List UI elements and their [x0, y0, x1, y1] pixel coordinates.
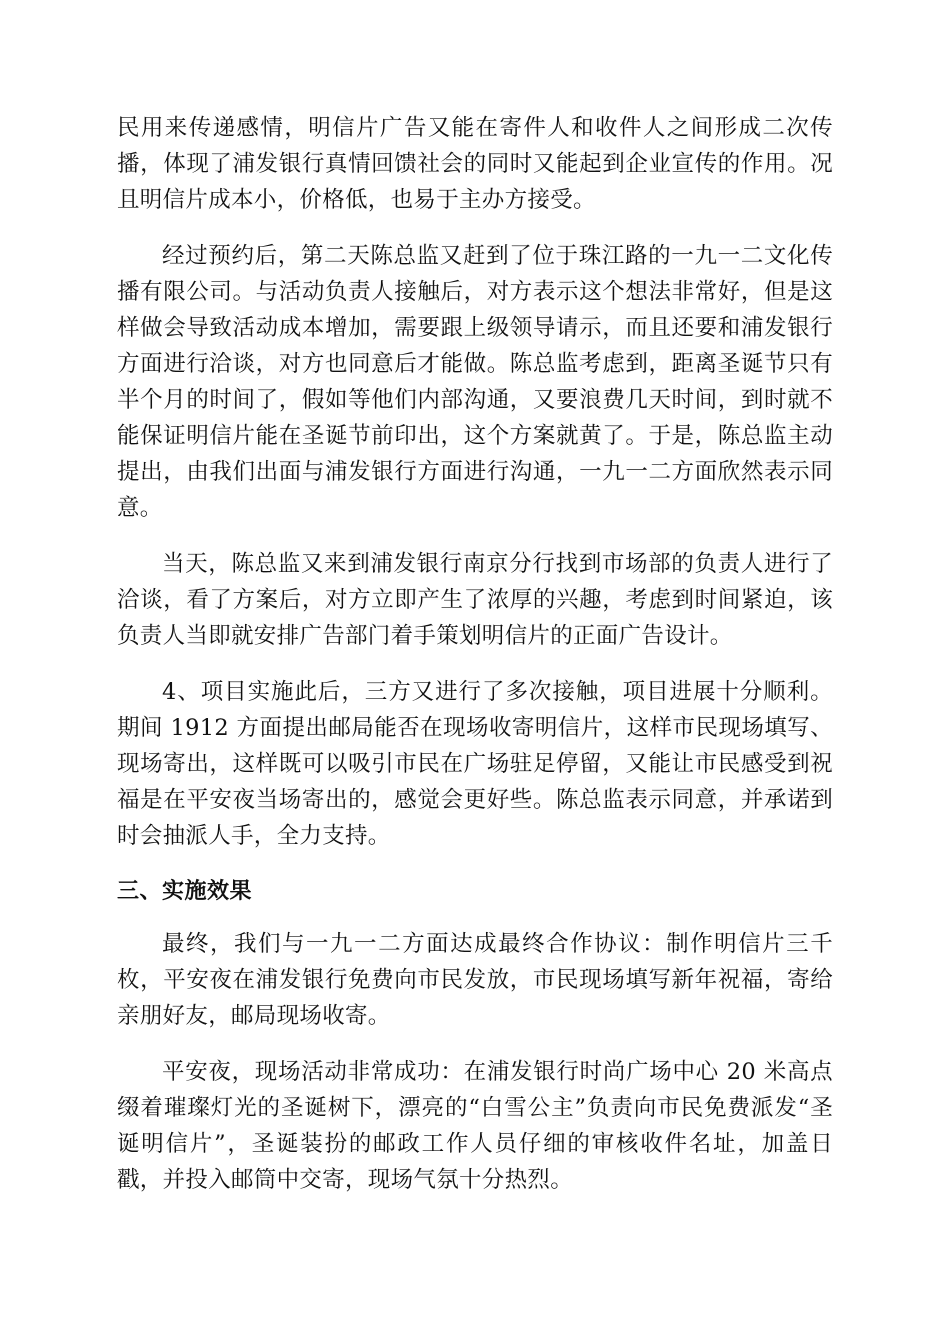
paragraph-implementation: 4、项目实施此后，三方又进行了多次接触，项目进展十分顺利。期间 1912 方面提出邮局能否在现场收寄明信片，这样市民现场填写、现场寄出，这样既可以吸引市民在广场驻足停留，又能让市民感受到祝福是在平安夜当场寄出的，感觉会更好些。陈总监表示同意，并承诺到时会抽派人手，全力支持。 [117, 679, 833, 849]
paragraph-christmas-eve: 平安夜，现场活动非常成功：在浦发银行时尚广场中心 20 米高点缀着璀璨灯光的圣诞树下，漂亮的“白雪公主”负责向市民免费派发“圣诞明信片”，圣诞装扮的邮政工作人员仔细的审核收件名址，加盖日戳，并投入邮筒中交寄，现场气氛十分热烈。 [117, 1059, 833, 1193]
paragraph-bank-meeting: 当天，陈总监又来到浦发银行南京分行找到市场部的负责人进行了洽谈，看了方案后，对方立即产生了浓厚的兴趣，考虑到时间紧迫，该负责人当即就安排广告部门着手策划明信片的正面广告设计。 [117, 551, 833, 649]
section-heading-results: 三、实施效果 [117, 879, 253, 904]
paragraph-continuation: 民用来传递感情，明信片广告又能在寄件人和收件人之间形成二次传播，体现了浦发银行真情回馈社会的同时又能起到企业宣传的作用。况且明信片成本小，价格低，也易于主办方接受。 [117, 115, 833, 213]
paragraph-agreement: 最终，我们与一九一二方面达成最终合作协议：制作明信片三千枚，平安夜在浦发银行免费向市民发放，市民现场填写新年祝福，寄给亲朋好友，邮局现场收寄。 [117, 931, 833, 1029]
paragraph-appointment: 经过预约后，第二天陈总监又赶到了位于珠江路的一九一二文化传播有限公司。与活动负责人接触后，对方表示这个想法非常好，但是这样做会导致活动成本增加，需要跟上级领导请示，而且还要和浦发银行方面进行洽谈，对方也同意后才能做。陈总监考虑到，距离圣诞节只有半个月的时间了，假如等他们内部沟通，又要浪费几天时间，到时就不能保证明信片能在圣诞节前印出，这个方案就黄了。于是，陈总监主动提出，由我们出面与浦发银行方面进行沟通，一九一二方面欣然表示同意。 [117, 243, 833, 521]
document-body [117, 110, 833, 1218]
